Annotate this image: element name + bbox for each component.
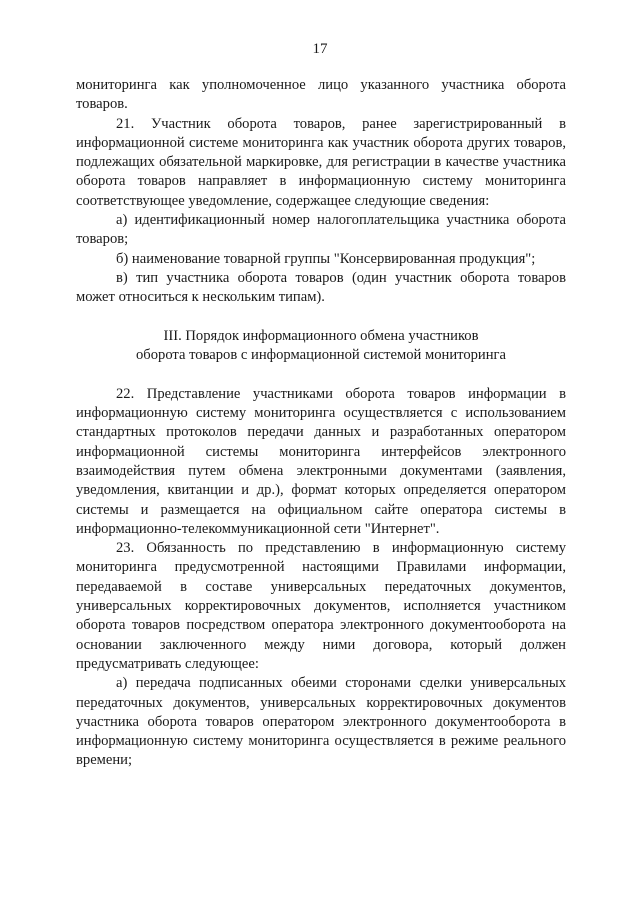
paragraph-22: 22. Представление участниками оборота товаров информации в информационную систему мониторинга осуществляется с использованием стандартных протоколов передачи данных и разработанных оператором информационной системы мониторинга интерфейсов электронного взаимодействия путем обмена электронными документами (заявления, уведомления, квитанции и др.), формат которых определяется оператором системы и размещается на официальном сайте оператора системы в информационно-телекоммуникационной сети "Интернет".	[76, 385, 566, 537]
paragraph-21: 21. Участник оборота товаров, ранее зарегистрированный в информационной системе мониторинга как участник оборота других товаров, подлежащих обязательной маркировке, для регистрации в качестве участника оборота товаров направляет в информационную систему мониторинга соответствующее уведомление, содержащее следующие сведения:	[76, 115, 566, 209]
page-number: 17	[312, 41, 328, 57]
paragraph-23: 23. Обязанность по представлению в информационную систему мониторинга предусмотренной настоящими Правилами информации, передаваемой в составе универсальных передаточных документов, универсальных корректировочных документов, исполняется участником оборота товаров посредством оператора электронного документооборота на основании заключенного между ними договора, который должен предусматривать следующее:	[76, 540, 566, 672]
section-heading	[76, 327, 566, 366]
paragraph-23-a: а) передача подписанных обеими сторонами сделки универсальных передаточных документов, универсальных корректировочных документов участника оборота товаров оператором электронного документооборота в информационную систему мониторинга осуществляется в режиме реального времени;	[76, 675, 566, 769]
paragraph-continuation: мониторинга как уполномоченное лицо указанного участника оборота товаров.	[76, 77, 566, 113]
section-heading-line-1: III. Порядок информационного обмена участников	[163, 327, 479, 344]
paragraph-21-c: в) тип участника оборота товаров (один участник оборота товаров может относиться к нескольким типам).	[76, 269, 566, 306]
paragraph-21-a: а) идентификационный номер налогоплательщика участника оборота товаров;	[76, 212, 566, 248]
paragraph-21-b: б) наименование товарной группы "Консервированная продукция";	[116, 250, 536, 267]
spacer	[76, 308, 566, 327]
section-heading-line-2: оборота товаров с информационной системой мониторинга	[136, 347, 506, 364]
spacer	[76, 365, 566, 384]
document-body	[76, 76, 566, 771]
